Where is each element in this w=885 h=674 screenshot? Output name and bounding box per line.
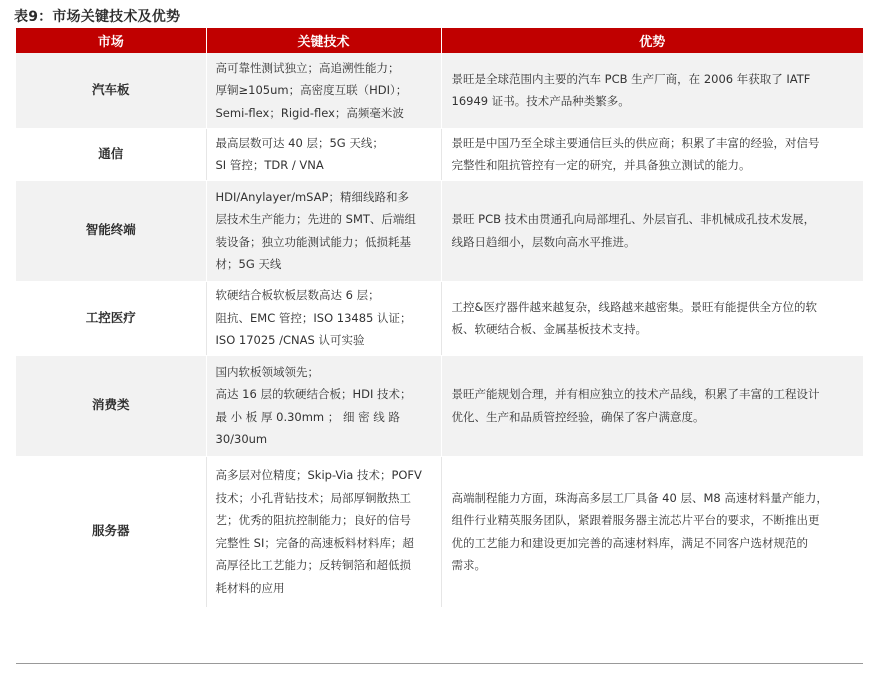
tech-line: 层技术生产能力；先进的 SMT、后端组	[215, 212, 416, 226]
header-advantage: 优势	[441, 28, 863, 53]
table-row	[16, 180, 863, 281]
header-market: 市场	[16, 28, 206, 53]
tech-cell	[206, 456, 441, 607]
table-row	[16, 281, 863, 355]
market-cell: 消费类	[16, 355, 206, 456]
header-key-tech: 关键技术	[206, 28, 441, 53]
advantage-line: 景旺产能规划合理，并有相应独立的技术产品线，积累了丰富的工程设计	[451, 387, 820, 401]
advantage-cell	[441, 180, 863, 281]
advantage-cell	[441, 355, 863, 456]
advantage-cell	[441, 456, 863, 607]
advantage-line: 线路日趋细小，层数向高水平推进。	[451, 234, 636, 249]
tech-cell	[206, 355, 441, 456]
tech-cell	[206, 53, 441, 128]
advantage-line: 工控&医疗器件越来越复杂，线路越来越密集。景旺有能提供全方位的软	[451, 299, 817, 314]
table-title: 表9：市场关键技术及优势	[14, 9, 181, 25]
advantage-line: 完整性和阻抗管控有一定的研究，并具备独立测试的能力。	[451, 158, 751, 172]
tech-line: 艺；优秀的阻抗控制能力；良好的信号	[215, 513, 411, 527]
table-row	[16, 128, 863, 180]
advantage-line: 需求。	[451, 558, 486, 572]
tech-line: 装设备；独立功能测试能力；低损耗基	[215, 234, 411, 249]
tech-line: 国内软板领域领先；	[215, 364, 319, 379]
tech-line: 高多层对位精度；Skip-Via 技术；POFV	[215, 468, 422, 482]
advantage-line: 板、软硬结合板、金属基板技术支持。	[451, 322, 647, 336]
market-cell: 通信	[16, 128, 206, 180]
advantage-line: 景旺是全球范围内主要的汽车 PCB 生产厂商，在 2006 年获取了 IATF	[451, 71, 811, 86]
table-row	[16, 456, 863, 607]
market-tech-table	[16, 28, 863, 608]
tech-cell	[206, 128, 441, 180]
tech-line: 高可靠性测试独立；高追溯性能力；	[215, 60, 400, 75]
tech-cell	[206, 180, 441, 281]
tech-cell	[206, 281, 441, 355]
tech-line: ISO 17025 /CNAS 认可实验	[215, 333, 365, 348]
tech-line: HDI/Anylayer/mSAP；精细线路和多	[215, 189, 409, 204]
tech-line: 最高层数可达 40 层；5G 天线；	[215, 135, 384, 150]
market-cell: 智能终端	[16, 180, 206, 281]
advantage-line: 高端制程能力方面，珠海高多层工厂具备 40 层、M8 高速材料量产能力，	[451, 490, 828, 505]
advantage-line: 组件行业精英服务团队，紧跟着服务器主流芯片平台的要求，不断推出更	[451, 513, 820, 527]
advantage-cell	[441, 281, 863, 355]
table-row	[16, 355, 863, 456]
table-row	[16, 53, 863, 128]
tech-line: 材；5G 天线	[215, 257, 282, 271]
advantage-line: 优的工艺能力和建设更加完善的高速材料库，满足不同客户选材规范的	[451, 535, 808, 550]
advantage-cell	[441, 128, 863, 180]
market-cell: 汽车板	[16, 53, 206, 128]
tech-line: SI 管控；TDR / VNA	[215, 158, 324, 172]
tech-line: 高达 16 层的软硬结合板；HDI 技术；	[215, 387, 412, 401]
tech-line: 30/30um	[215, 432, 268, 446]
market-cell: 工控医疗	[16, 281, 206, 355]
tech-line: 耗材料的应用	[215, 580, 285, 595]
tech-line: 厚铜≥105um；高密度互联（HDI）；	[215, 83, 408, 97]
bottom-divider	[16, 663, 863, 664]
tech-line: 软硬结合板软板层数高达 6 层；	[215, 288, 380, 303]
tech-line: 完整性 SI；完备的高速板料材料库；超	[215, 535, 414, 550]
tech-line: 高厚径比工艺能力；反转铜箔和超低损	[215, 558, 411, 572]
advantage-cell	[441, 53, 863, 128]
tech-line: 最 小 板 厚 0.30mm ； 细 密 线 路	[215, 409, 400, 424]
market-cell: 服务器	[16, 456, 206, 607]
advantage-line: 景旺是中国乃至全球主要通信巨头的供应商；积累了丰富的经验，对信号	[451, 135, 820, 150]
tech-line: 技术；小孔背钻技术；局部厚铜散热工	[215, 490, 411, 505]
tech-line: Semi-flex；Rigid-flex；高频毫米波	[215, 105, 404, 120]
table-header-row	[16, 28, 863, 53]
advantage-line: 优化、生产和品质管控经验，确保了客户满意度。	[451, 409, 705, 424]
advantage-line: 景旺 PCB 技术由贯通孔向局部埋孔、外层盲孔、非机械成孔技术发展，	[451, 212, 816, 226]
advantage-line: 16949 证书。技术产品种类繁多。	[451, 94, 630, 109]
tech-line: 阻抗、EMC 管控；ISO 13485 认证；	[215, 310, 412, 325]
